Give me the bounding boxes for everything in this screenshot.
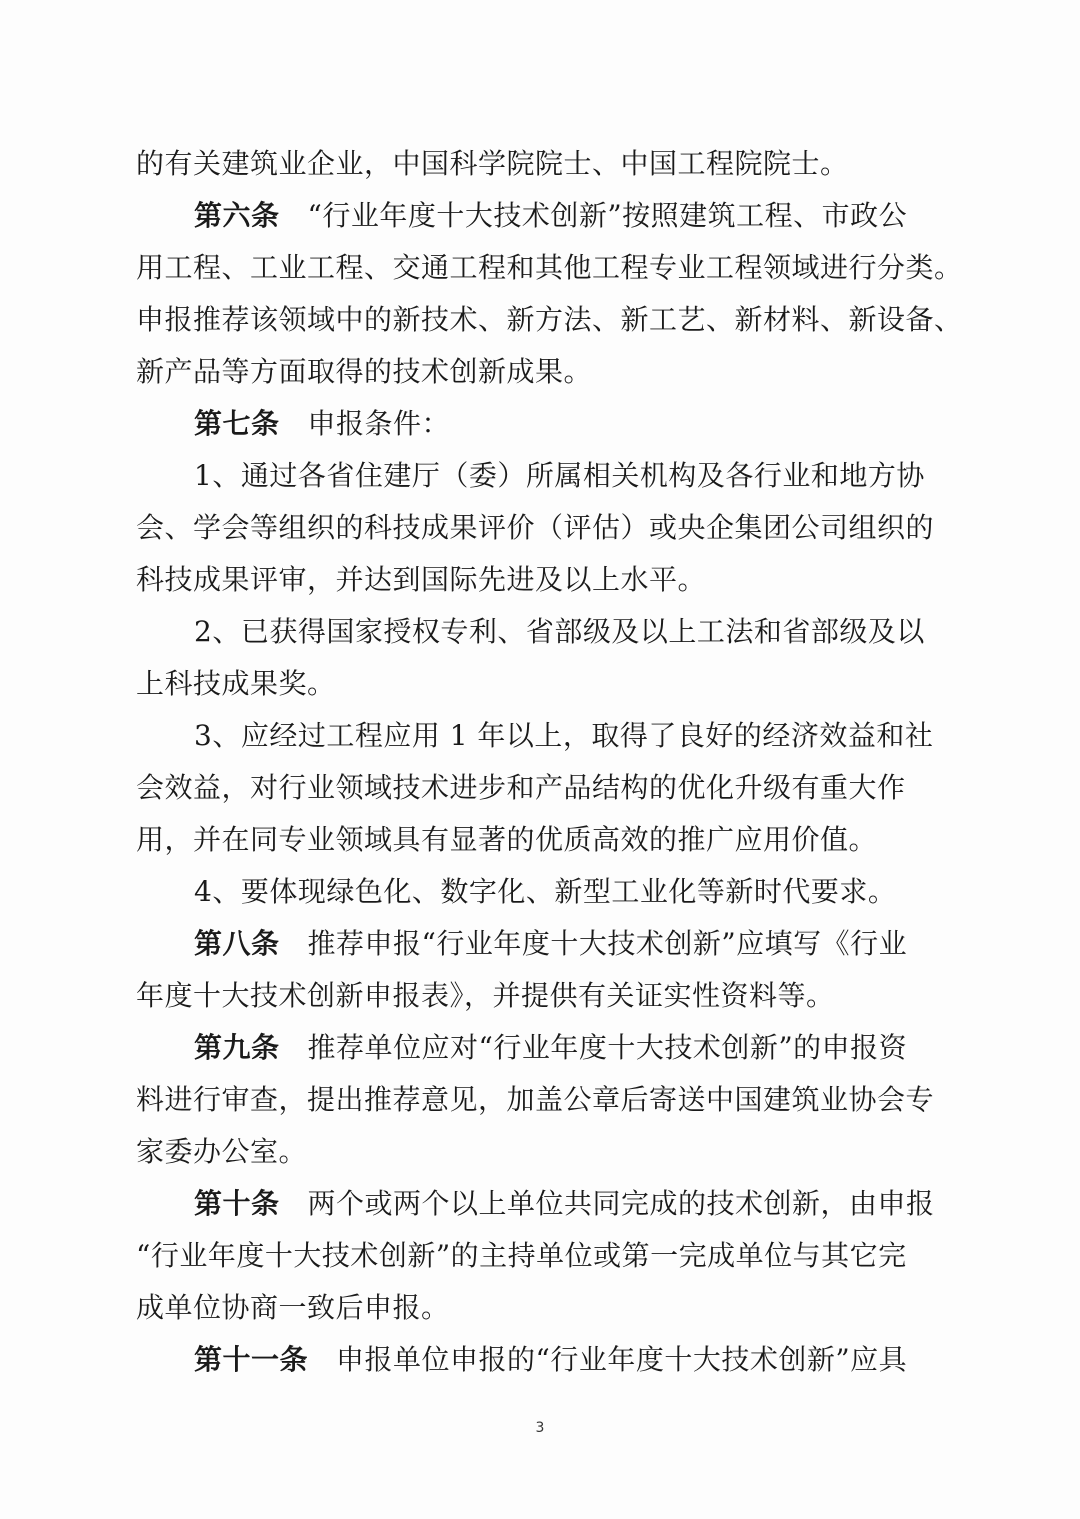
text-line: 4、要体现绿色化、数字化、新型工业化等新时代要求。 — [194, 875, 897, 908]
text-line: 用工程、工业工程、交通工程和其他工程专业工程领域进行分类。 — [136, 251, 963, 284]
article-8 — [136, 918, 960, 1022]
article-heading: 第六条 — [194, 199, 280, 232]
paragraph-continuation — [136, 138, 960, 190]
text-line: 的有关建筑业企业，中国科学院院士、中国工程院院士。 — [136, 147, 849, 180]
text-line: 申报推荐该领域中的新技术、新方法、新工艺、新材料、新设备、 — [136, 303, 963, 336]
article-11 — [136, 1334, 960, 1386]
text-line: 年度十大技术创新申报表》，并提供有关证实性资料等。 — [136, 979, 835, 1012]
article-6 — [136, 190, 963, 398]
text-line: “行业年度十大技术创新”的主持单位或第一完成单位与其它完 — [136, 1239, 907, 1272]
article-heading: 第十条 — [194, 1187, 280, 1220]
article-heading: 第十一条 — [194, 1343, 309, 1376]
text-line: 两个或两个以上单位共同完成的技术创新，由申报 — [307, 1187, 935, 1220]
article-heading: 第九条 — [194, 1031, 280, 1064]
article-7 — [136, 398, 960, 450]
text-line: “行业年度十大技术创新”按照建筑工程、市政公 — [307, 199, 908, 232]
article-9 — [136, 1022, 960, 1178]
text-line: 会效益，对行业领域技术进步和产品结构的优化升级有重大作 — [136, 771, 906, 804]
text-line: 推荐申报“行业年度十大技术创新”应填写《行业 — [307, 927, 908, 960]
condition-item-2 — [136, 606, 960, 710]
condition-item-3 — [136, 710, 960, 866]
text-line: 料进行审查，提出推荐意见，加盖公章后寄送中国建筑业协会专 — [136, 1083, 935, 1116]
text-line: 上科技成果奖。 — [136, 667, 336, 700]
text-line: 1、通过各省住建厅（委）所属相关机构及各行业和地方协 — [194, 459, 925, 492]
text-line: 科技成果评审，并达到国际先进及以上水平。 — [136, 563, 707, 596]
text-line: 家委办公室。 — [136, 1135, 308, 1168]
text-line: 会、学会等组织的科技成果评价（评估）或央企集团公司组织的 — [136, 511, 935, 544]
condition-item-1 — [136, 450, 960, 606]
text-line: 推荐单位应对“行业年度十大技术创新”的申报资 — [307, 1031, 908, 1064]
text-line: 用，并在同专业领域具有显著的优质高效的推广应用价值。 — [136, 823, 878, 856]
text-line: 新产品等方面取得的技术创新成果。 — [136, 355, 593, 388]
article-heading: 第八条 — [194, 927, 280, 960]
text-line: 3、应经过工程应用 1 年以上，取得了良好的经济效益和社 — [194, 719, 934, 752]
text-line: 成单位协商一致后申报。 — [136, 1291, 450, 1324]
article-10 — [136, 1178, 960, 1334]
text-line: 申报单位申报的“行业年度十大技术创新”应具 — [336, 1343, 908, 1376]
text-line: 申报条件： — [307, 407, 451, 440]
text-line: 2、已获得国家授权专利、省部级及以上工法和省部级及以 — [194, 615, 925, 648]
page-number: 3 — [535, 1420, 545, 1436]
article-heading: 第七条 — [194, 407, 280, 440]
condition-item-4 — [136, 866, 960, 918]
